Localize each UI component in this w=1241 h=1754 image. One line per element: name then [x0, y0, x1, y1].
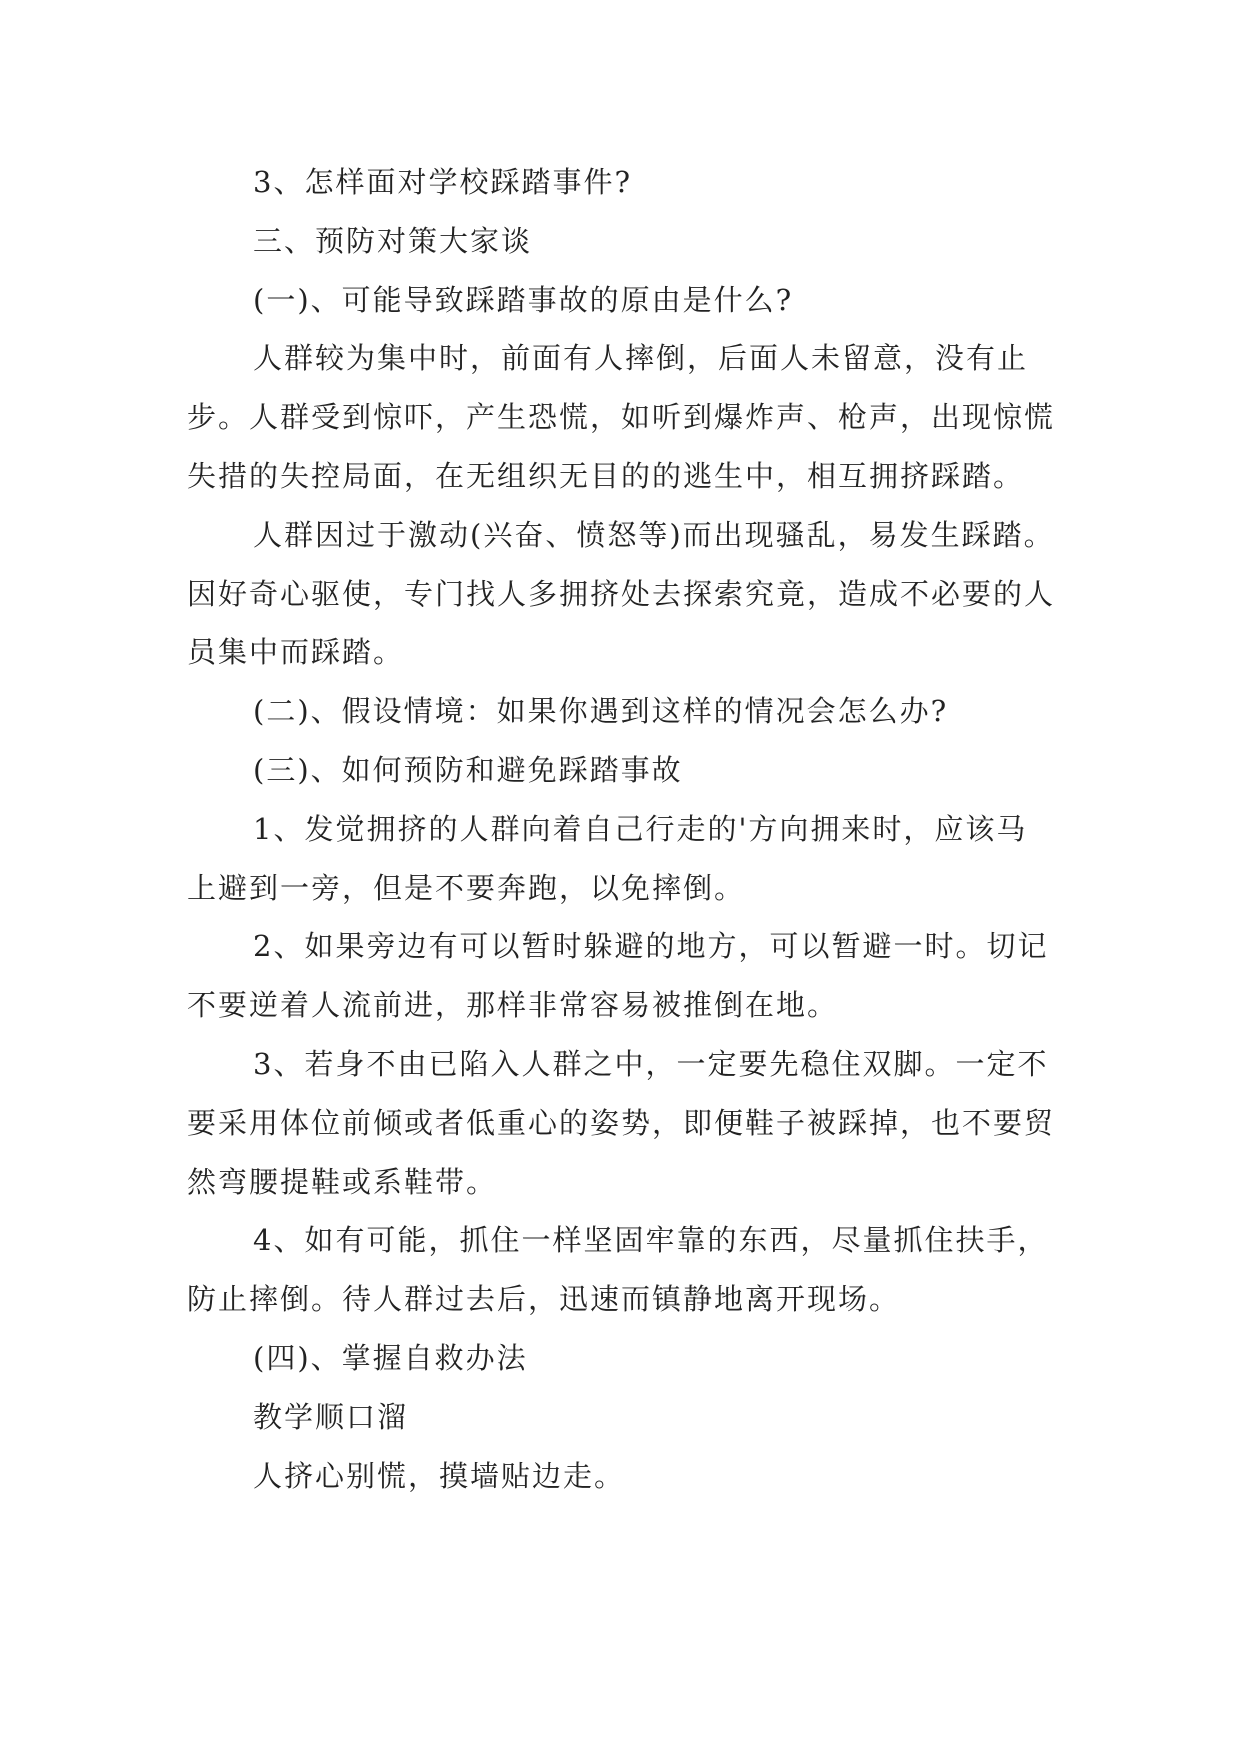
- subheading-scenario: (二)、假设情境：如果你遇到这样的情况会怎么办?: [253, 694, 949, 729]
- subheading-rhyme: 教学顺口溜: [253, 1399, 409, 1434]
- paragraph-cause-excitement: 人群因过于激动(兴奋、愤怒等)而出现骚乱，易发生踩踏。因好奇心驱使，专门找人多拥挤处去探索究竟，造成不必要的人员集中而踩踏。: [187, 517, 1056, 670]
- section-heading-prevention: 三、预防对策大家谈: [253, 223, 533, 258]
- paragraph-tip-2: 2、如果旁边有可以暂时躲避的地方，可以暂避一时。切记不要逆着人流前进，那样非常容易被推倒在地。: [187, 929, 1049, 1023]
- paragraph-tip-1: 1、发觉拥挤的人群向着自己行走的'方向拥来时，应该马上避到一旁，但是不要奔跑，以免摔倒。: [187, 811, 1028, 905]
- subheading-prevention-methods: (三)、如何预防和避免踩踏事故: [253, 752, 683, 787]
- document-body: [187, 153, 1055, 1505]
- subheading-causes: (一)、可能导致踩踏事故的原由是什么?: [253, 282, 794, 317]
- paragraph-tip-4: 4、如有可能，抓住一样坚固牢靠的东西，尽量抓住扶手，防止摔倒。待人群过去后，迅速而镇静地离开现场。: [187, 1223, 1049, 1317]
- paragraph-rhyme-line: 人挤心别慌，摸墙贴边走。: [253, 1458, 626, 1493]
- paragraph-question-3: 3、怎样面对学校踩踏事件?: [253, 165, 632, 199]
- paragraph-tip-3: 3、若身不由已陷入人群之中，一定要先稳住双脚。一定不要采用体位前倾或者低重心的姿势，即便鞋子被踩掉，也不要贸然弯腰提鞋或系鞋带。: [187, 1046, 1056, 1199]
- paragraph-cause-panic: 人群较为集中时，前面有人摔倒，后面人未留意，没有止步。人群受到惊吓，产生恐慌，如听到爆炸声、枪声，出现惊慌失措的失控局面，在无组织无目的的逃生中，相互拥挤踩踏。: [187, 341, 1056, 493]
- subheading-self-rescue: (四)、掌握自救办法: [253, 1340, 528, 1375]
